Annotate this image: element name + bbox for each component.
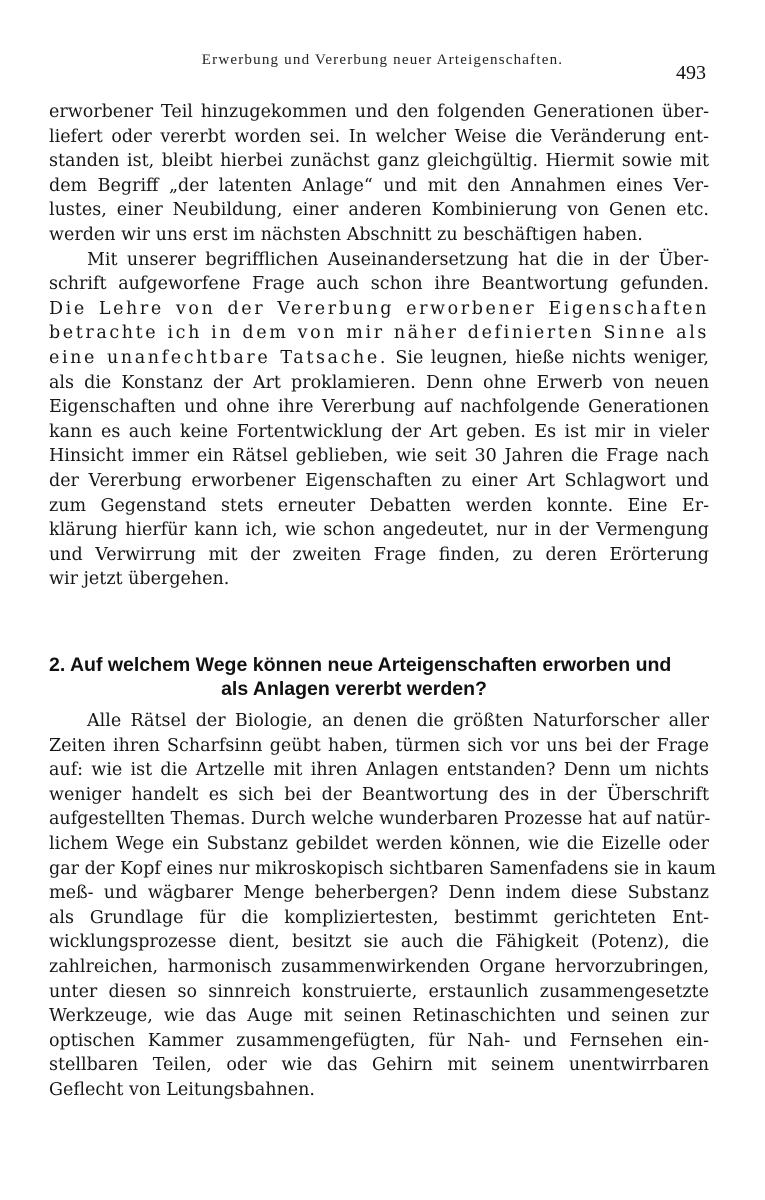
text-line: klärung hierfür kann ich, wie schon angedeutet, nur in der Vermengung [49, 520, 709, 541]
text-line: meß- und wägbarer Menge beherbergen? Denn indem diese Substanz [49, 883, 709, 904]
running-head: Erwerbung und Vererbung neuer Arteigenschaften. [201, 52, 564, 68]
text-line: Alle Rätsel der Biologie, an denen die größten Naturforscher aller [87, 711, 709, 731]
text-line: standen ist, bleibt hierbei zunächst ganz gleichgültig. Hiermit sowie mit [49, 151, 709, 172]
section-heading-line: 2. Auf welchem Wege können neue Arteigenschaften erworben und [49, 654, 672, 676]
text-line: stellbaren Teilen, oder wie das Gehirn mit seinem unentwirrbaren [49, 1055, 709, 1076]
text-block-lower [49, 709, 716, 1103]
text-fragment: Sie leugnen, hieße nichts weniger, [387, 347, 709, 368]
text-line: zahlreichen, harmonisch zusammenwirkenden Organe hervorzubringen, [49, 956, 709, 977]
text-line: Werkzeuge, wie das Auge mit seinen Retinaschichten und seinen zur [49, 1006, 709, 1027]
text-line-emphasis: Die Lehre von der Vererbung erworbener Eigenschaften [49, 298, 709, 319]
text-line: lichem Wege ein Substanz gebildet werden können, wie die Eizelle oder [49, 833, 709, 854]
text-line: lustes, einer Neubildung, einer anderen Kombinierung von Genen etc. [49, 200, 709, 221]
text-line-mixed [49, 346, 709, 371]
text-line: auf: wie ist die Artzelle mit ihren Anlagen entstanden? Denn um nichts [49, 760, 709, 781]
text-line: unter diesen so sinnreich konstruierte, erstaunlich zusammengesetzte [49, 981, 709, 1002]
text-line: aufgestellten Themas. Durch welche wunderbaren Prozesse hat auf natür- [49, 809, 711, 830]
text-line: dem Begriff „der latenten Anlage“ und mit den Annahmen eines Ver- [49, 175, 709, 196]
page-number: 493 [676, 62, 706, 84]
text-line: erworbener Teil hinzugekommen und den folgenden Generationen über- [49, 102, 709, 122]
text-line: zum Gegenstand stets erneuter Debatten werden konnte. Eine Er- [49, 495, 709, 516]
text-line: Zeiten ihren Scharfsinn geübt haben, türmen sich vor uns bei der Frage [49, 735, 709, 756]
emphasis-phrase: eine unanfechtbare Tatsache. [49, 347, 388, 368]
text-line: optischen Kammer zusammengefügten, für Nah- und Fernsehen ein- [49, 1030, 709, 1051]
text-line: als Grundlage für die kompliziertesten, bestimmt gerichteten Ent- [49, 907, 709, 928]
text-block-upper [49, 100, 709, 592]
section-heading [49, 653, 709, 701]
text-line: schrift aufgeworfene Frage auch schon ihre Beantwortung gefunden. [49, 274, 709, 295]
text-line: Geflecht von Leitungsbahnen. [49, 1079, 315, 1100]
section-heading-line: als Anlagen vererbt werden? [221, 678, 487, 700]
text-line: Mit unserer begrifflichen Auseinandersetzung hat die in der Über- [87, 249, 709, 270]
text-line: kann es auch keine Fortentwicklung der Art geben. Es ist mir in vieler [49, 421, 709, 442]
text-line: gar der Kopf eines nur mikroskopisch sichtbaren Samenfadens sie in kaum [49, 858, 716, 879]
text-line: als die Konstanz der Art proklamieren. Denn ohne Erwerb von neuen [49, 372, 709, 393]
text-line: wicklungsprozesse dient, besitzt sie auch die Fähigkeit (Potenz), die [49, 932, 709, 953]
text-line: Hinsicht immer ein Rätsel geblieben, wie seit 30 Jahren die Frage nach [49, 446, 709, 467]
text-line: liefert oder vererbt worden sei. In welcher Weise die Veränderung ent- [49, 126, 709, 147]
text-line: Eigenschaften und ohne ihre Vererbung auf nachfolgende Generationen [49, 397, 709, 418]
text-line: und Verwirrung mit der zweiten Frage finden, zu deren Erörterung [49, 544, 709, 565]
text-line: der Vererbung erworbener Eigenschaften zu einer Art Schlagwort und [49, 470, 709, 491]
text-line: weniger handelt es sich bei der Beantwortung des in der Überschrift [49, 784, 709, 805]
text-line: wir jetzt übergehen. [49, 569, 230, 590]
text-line-emphasis: betrachte ich in dem von mir näher definierten Sinne als [49, 323, 709, 344]
text-line: werden wir uns erst im nächsten Abschnitt zu beschäftigen haben. [49, 224, 643, 245]
